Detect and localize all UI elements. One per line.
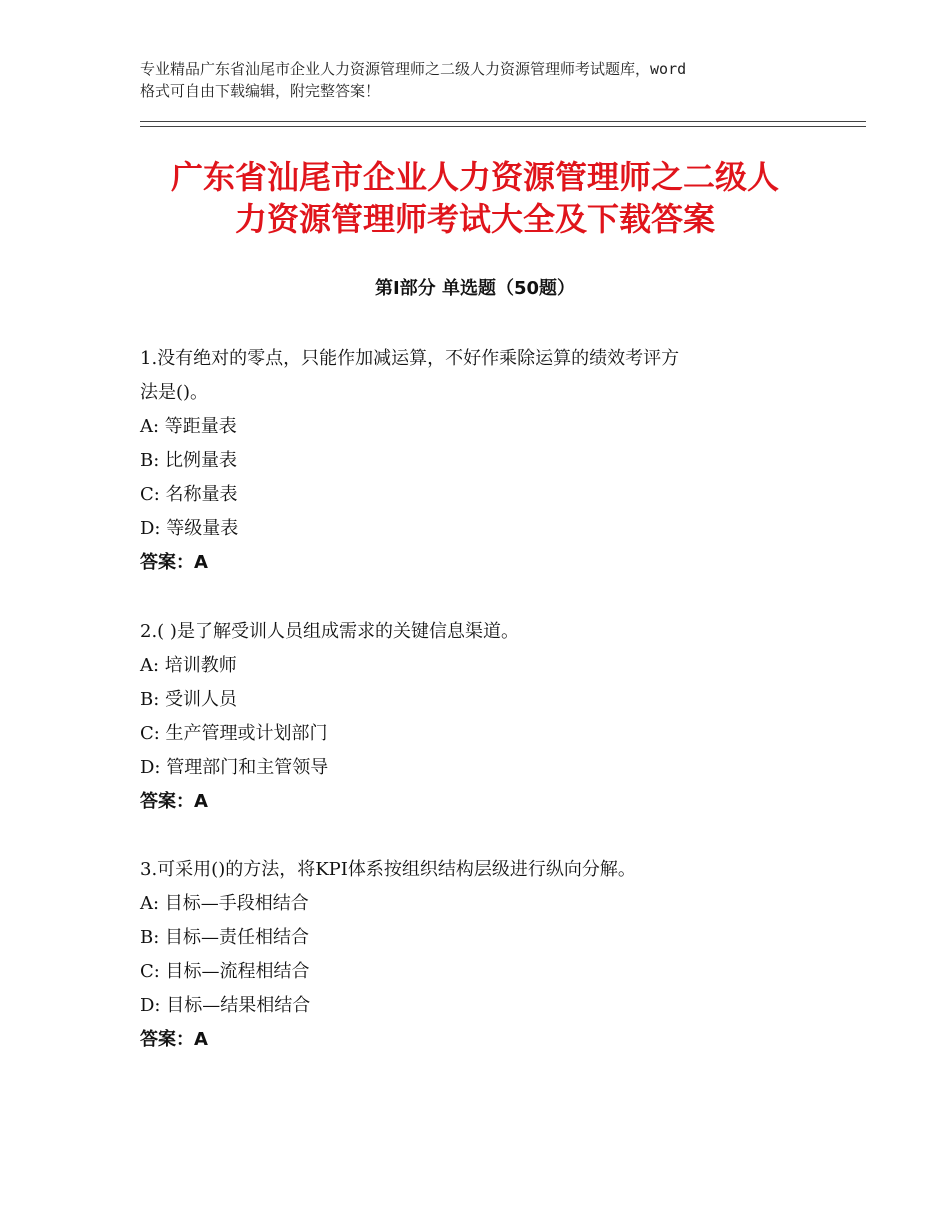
option-a: A: 培训教师 (140, 655, 237, 676)
option-c: C: 名称量表 (140, 484, 238, 505)
question-stem (140, 853, 820, 887)
question-3 (140, 853, 820, 1057)
option-d: D: 管理部门和主管领导 (140, 757, 329, 778)
option-c: C: 生产管理或计划部门 (140, 723, 328, 744)
header-note (140, 58, 840, 102)
document-title-line-2: 力资源管理师考试大全及下载答案 (234, 200, 715, 238)
option-a: A: 目标—手段相结合 (140, 893, 309, 914)
option-d: D: 等级量表 (140, 518, 239, 539)
header-divider (140, 121, 866, 127)
document-title-line-1: 广东省汕尾市企业人力资源管理师之二级人 (170, 158, 779, 196)
section-heading: 第Ⅰ部分 单选题（50题） (374, 278, 575, 299)
question-2 (140, 615, 820, 819)
answer-label: 答案：A (140, 1029, 208, 1050)
option-d: D: 目标—结果相结合 (140, 995, 311, 1016)
question-1 (140, 342, 820, 580)
question-stem (140, 342, 820, 410)
option-b: B: 比例量表 (140, 450, 238, 471)
option-b: B: 目标—责任相结合 (140, 927, 310, 948)
option-a: A: 等距量表 (140, 416, 237, 437)
header-note-line-1: 专业精品广东省汕尾市企业人力资源管理师之二级人力资源管理师考试题库，word (140, 60, 687, 78)
document-title (140, 156, 810, 240)
header-note-line-2: 格式可自由下载编辑，附完整答案！ (140, 82, 381, 100)
option-b: B: 受训人员 (140, 689, 238, 710)
question-stem-line-1: 3.可采用()的方法，将KPI体系按组织结构层级进行纵向分解。 (140, 859, 636, 880)
answer-label: 答案：A (140, 791, 208, 812)
option-c: C: 目标—流程相结合 (140, 961, 310, 982)
question-stem-line-1: 1.没有绝对的零点，只能作加减运算，不好作乘除运算的绩效考评方 (140, 348, 680, 369)
answer-label: 答案：A (140, 552, 208, 573)
question-stem-line-1: 2.( )是了解受训人员组成需求的关键信息渠道。 (140, 621, 519, 642)
question-stem (140, 615, 820, 649)
question-stem-line-2: 法是()。 (140, 382, 209, 403)
